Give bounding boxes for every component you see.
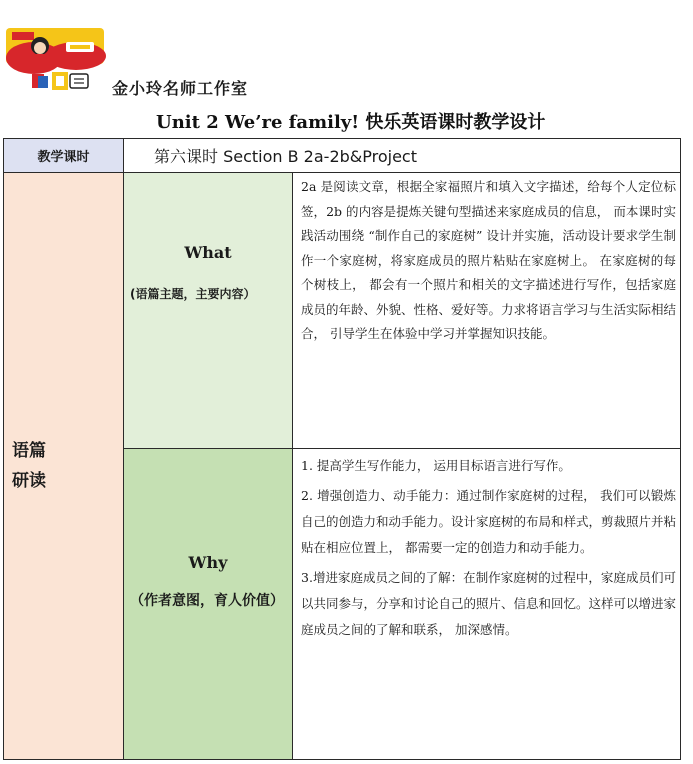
why-label-cell xyxy=(124,449,293,759)
why-point: 1. 提高学生写作能力， 运用目标语言进行写作。 xyxy=(301,458,571,473)
why-title: Why xyxy=(188,553,228,572)
what-content: 2a 是阅读文章，根据全家福照片和填入文字描述，给每个人定位标签，2b 的内容是提炼关键句型描述来家庭成员的信息， 而本课时实践活动围绕 “制作自己的家庭树” 设计并实施，活动设计要求学生制作一个家庭树，将家庭成员的照片粘贴在家庭树上。 在家庭树的每个树枝上， 都会有一个照片和相关的文字描述进行写作，包括家庭成员的年龄、外貌、性格、爱好等。力求将语言学习与生活实际相结合， 引导学生在体验中学习并掌握知识技能。 xyxy=(293,173,680,449)
document-title: Unit 2 We’re family! 快乐英语课时教学设计 xyxy=(156,112,546,133)
why-content xyxy=(293,449,680,759)
what-label-cell xyxy=(124,173,293,449)
period-label: 教学课时 xyxy=(4,139,124,173)
studio-logo-icon xyxy=(4,6,108,94)
section-label xyxy=(4,173,124,759)
why-subtitle: （作者意图，育人价值） xyxy=(130,593,284,609)
studio-name: 金小玲名师工作室 xyxy=(112,79,249,98)
section-label-line1: 语篇 xyxy=(12,441,46,461)
what-subtitle: (语篇主题，主要内容） xyxy=(130,287,256,301)
period-value: 第六课时 Section B 2a-2b&Project xyxy=(124,139,680,173)
why-point: 3.增进家庭成员之间的了解：在制作家庭树的过程中，家庭成员们可以共同参与，分享和讨论自己的照片、信息和回忆。这样可以增进家庭成员之间的了解和联系， 加深感情。 xyxy=(301,570,677,637)
section-label-line2: 研读 xyxy=(12,471,46,491)
why-point: 2. 增强创造力、动手能力：通过制作家庭树的过程， 我们可以锻炼自己的创造力和动手能力。设计家庭树的布局和样式，剪裁照片并粘贴在相应位置上， 都需要一定的创造力和动手能力。 xyxy=(301,488,677,555)
lesson-design-table xyxy=(3,138,681,760)
what-title: What xyxy=(184,243,232,262)
